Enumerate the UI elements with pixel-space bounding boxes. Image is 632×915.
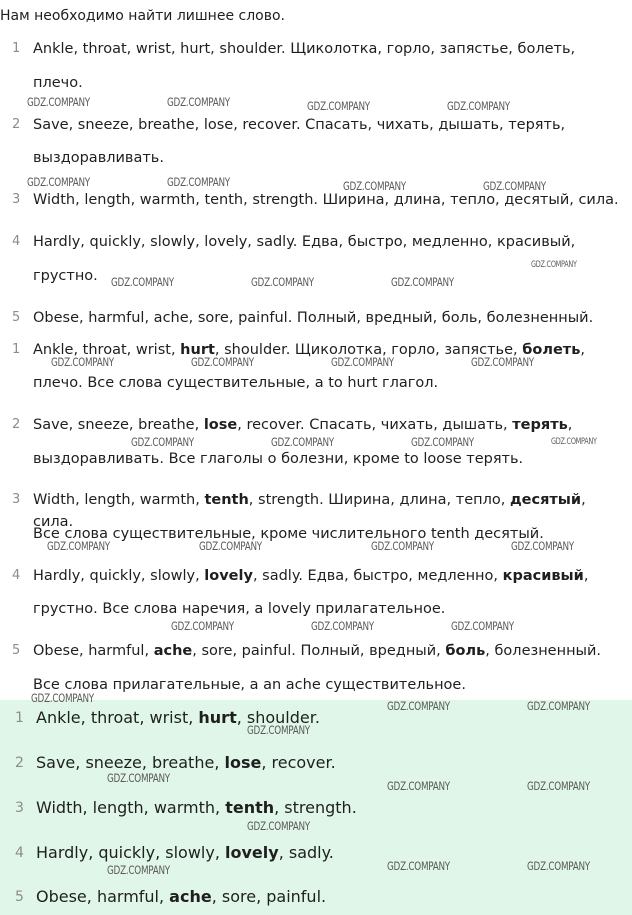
watermark: GDZ.COMPANY — [251, 275, 314, 289]
watermark: GDZ.COMPANY — [531, 260, 577, 270]
answer-odd-word: hurt — [198, 708, 237, 727]
explanation-text: Obese, harmful, ache, sore, painful. Полный, вредный, боль, болезненный. — [33, 643, 602, 659]
watermark: GDZ.COMPANY — [511, 539, 574, 553]
task-text-cont: плечо. — [33, 75, 83, 91]
watermark: GDZ.COMPANY — [247, 819, 310, 833]
watermark: GDZ.COMPANY — [447, 99, 510, 113]
watermark: GDZ.COMPANY — [27, 95, 90, 109]
answer-odd-word: ache — [169, 887, 212, 906]
watermark: GDZ.COMPANY — [387, 699, 450, 713]
odd-word-ru: красивый — [502, 568, 584, 584]
answer-number: 5 — [15, 889, 24, 905]
explanation-reason: выздоравливать. Все глаголы о болезни, кроме to loose терять. — [33, 451, 524, 467]
watermark: GDZ.COMPANY — [387, 779, 450, 793]
task-number: 3 — [12, 192, 21, 207]
watermark: GDZ.COMPANY — [199, 539, 262, 553]
watermark: GDZ.COMPANY — [411, 435, 474, 449]
odd-word-ru: болеть — [522, 342, 581, 358]
answer-box — [0, 700, 632, 915]
answer-text: Save, sneeze, breathe, lose, recover. — [36, 753, 336, 772]
watermark: GDZ.COMPANY — [271, 435, 334, 449]
watermark: GDZ.COMPANY — [471, 355, 534, 369]
task-text: Hardly, quickly, slowly, lovely, sadly. Едва, быстро, медленно, красивый, — [33, 234, 576, 250]
answer-number: 2 — [15, 755, 24, 771]
answer-odd-word: lovely — [225, 843, 279, 862]
watermark: GDZ.COMPANY — [371, 539, 434, 553]
odd-word-ru: боль — [445, 643, 486, 659]
answer-odd-word: lose — [224, 753, 262, 772]
explanation-number: 2 — [12, 417, 21, 432]
answer-odd-word: tenth — [225, 798, 275, 817]
watermark: GDZ.COMPANY — [391, 275, 454, 289]
watermark: GDZ.COMPANY — [47, 539, 110, 553]
task-number: 2 — [12, 117, 21, 132]
explanation-reason: плечо. Все слова существительные, а to hurt глагол. — [33, 375, 439, 391]
answer-number: 4 — [15, 845, 24, 861]
watermark: GDZ.COMPANY — [527, 859, 590, 873]
odd-word-en: lovely — [204, 568, 253, 584]
explanation-text: Save, sneeze, breathe, lose, recover. Спасать, чихать, дышать, терять, — [33, 417, 573, 433]
explanation-number: 5 — [12, 643, 21, 658]
explanation-reason: Все слова прилагательные, а an ache существительное. — [33, 677, 466, 693]
watermark: GDZ.COMPANY — [527, 699, 590, 713]
watermark: GDZ.COMPANY — [331, 355, 394, 369]
task-text: Save, sneeze, breathe, lose, recover. Спасать, чихать, дышать, терять, — [33, 117, 566, 133]
odd-word-ru: терять — [512, 417, 568, 433]
odd-word-en: lose — [203, 417, 238, 433]
explanation-number: 3 — [12, 492, 21, 507]
explanation-reason: Все слова существительные, кроме числительного tenth десятый. — [33, 526, 544, 542]
task-number: 1 — [12, 41, 21, 56]
watermark: GDZ.COMPANY — [387, 859, 450, 873]
answer-number: 3 — [15, 800, 24, 816]
watermark: GDZ.COMPANY — [31, 691, 94, 705]
watermark: GDZ.COMPANY — [311, 619, 374, 633]
task-text-cont: грустно. — [33, 268, 98, 284]
watermark: GDZ.COMPANY — [483, 179, 546, 193]
watermark: GDZ.COMPANY — [527, 779, 590, 793]
watermark: GDZ.COMPANY — [343, 179, 406, 193]
watermark: GDZ.COMPANY — [167, 95, 230, 109]
explanation-text: Width, length, warmth, tenth, strength. Ширина, длина, тепло, десятый, сила. — [33, 492, 586, 530]
odd-word-en: tenth — [204, 492, 249, 508]
odd-word-en: ache — [153, 643, 193, 659]
watermark: GDZ.COMPANY — [451, 619, 514, 633]
watermark: GDZ.COMPANY — [107, 771, 170, 785]
watermark: GDZ.COMPANY — [307, 99, 370, 113]
odd-word-ru: десятый — [509, 492, 582, 508]
explanation-number: 1 — [12, 342, 21, 357]
watermark: GDZ.COMPANY — [171, 619, 234, 633]
watermark: GDZ.COMPANY — [51, 355, 114, 369]
answer-text: Obese, harmful, ache, sore, painful. — [36, 887, 327, 906]
answer-number: 1 — [15, 710, 24, 726]
answer-text: Ankle, throat, wrist, hurt, shoulder. — [36, 708, 320, 727]
explanation-text: Hardly, quickly, slowly, lovely, sadly. Едва, быстро, медленно, красивый, — [33, 568, 589, 584]
answer-text: Width, length, warmth, tenth, strength. — [36, 798, 357, 817]
watermark: GDZ.COMPANY — [247, 723, 310, 737]
watermark: GDZ.COMPANY — [131, 435, 194, 449]
explanation-number: 4 — [12, 568, 21, 583]
task-text-cont: выздоравливать. — [33, 150, 164, 166]
intro-text: Нам необходимо найти лишнее слово. — [0, 8, 285, 24]
watermark: GDZ.COMPANY — [167, 175, 230, 189]
answer-text: Hardly, quickly, slowly, lovely, sadly. — [36, 843, 334, 862]
explanation-reason: грустно. Все слова наречия, а lovely прилагательное. — [33, 601, 446, 617]
watermark: GDZ.COMPANY — [111, 275, 174, 289]
task-text: Obese, harmful, ache, sore, painful. Полный, вредный, боль, болезненный. — [33, 310, 594, 326]
watermark: GDZ.COMPANY — [551, 437, 597, 447]
watermark: GDZ.COMPANY — [27, 175, 90, 189]
watermark: GDZ.COMPANY — [191, 355, 254, 369]
task-number: 4 — [12, 234, 21, 249]
task-text: Width, length, warmth, tenth, strength. Ширина, длина, тепло, десятый, сила. — [33, 192, 619, 208]
odd-word-en: hurt — [180, 342, 215, 358]
watermark: GDZ.COMPANY — [107, 863, 170, 877]
task-text: Ankle, throat, wrist, hurt, shoulder. Щиколотка, горло, запястье, болеть, — [33, 41, 576, 57]
task-number: 5 — [12, 310, 21, 325]
explanation-text: Ankle, throat, wrist, hurt, shoulder. Щиколотка, горло, запястье, болеть, — [33, 342, 585, 358]
